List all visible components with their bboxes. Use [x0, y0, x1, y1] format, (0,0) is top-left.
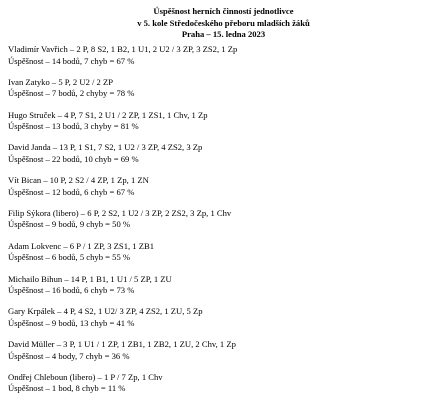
player-success: Úspěšnost – 13 bodů, 3 chyby = 81 %: [8, 121, 139, 132]
player-entry: [8, 77, 438, 100]
player-entry: [8, 372, 438, 395]
document-place-date: Praha – 15. ledna 2023: [181, 29, 266, 39]
player-entry: [8, 241, 438, 264]
player-entry: [8, 110, 438, 133]
player-stats: Adam Lokvenc – 6 P / 1 ZP, 3 ZS1, 1 ZB1: [8, 240, 155, 251]
player-entry: [8, 175, 438, 198]
player-stats: Ivan Zatyko – 5 P, 2 U2 / 2 ZP: [8, 76, 114, 87]
player-success: Úspěšnost – 4 body, 7 chyb = 36 %: [8, 350, 130, 361]
player-entry: [8, 339, 438, 362]
player-success: Úspěšnost – 9 bodů, 13 chyb = 41 %: [8, 317, 135, 328]
document-subtitle: v 5. kole Středočeského přeboru mladších žáků: [137, 17, 310, 28]
player-success: Úspěšnost – 16 bodů, 6 chyb = 73 %: [8, 285, 135, 296]
player-stats: Ondřej Chleboun (libero) – 1 P / 7 Zp, 1 Chv: [8, 371, 163, 382]
document-header: [0, 6, 447, 41]
player-success: Úspěšnost – 1 bod, 8 chyb = 11 %: [8, 383, 126, 394]
player-success: Úspěšnost – 22 bodů, 10 chyb = 69 %: [8, 153, 139, 164]
player-stats: Gary Krpálek – 4 P, 4 S2, 1 U2/ 3 ZP, 4 ZS2, 1 ZU, 5 Zp: [8, 306, 203, 317]
player-stats: David Janda – 13 P, 1 S1, 7 S2, 1 U2 / 3 ZP, 4 ZS2, 3 Zp: [8, 142, 203, 153]
player-stats: David Müller – 3 P, 1 U1 / 1 ZP, 1 ZB1, 1 ZB2, 1 ZU, 2 Chv, 1 Zp: [8, 339, 236, 350]
player-entry: [8, 274, 438, 297]
player-stats: Michailo Bihun – 14 P, 1 B1, 1 U1 / 5 ZP, 1 ZU: [8, 273, 172, 284]
player-entry: [8, 306, 438, 329]
player-success: Úspěšnost – 6 bodů, 5 chyb = 55 %: [8, 252, 131, 263]
player-stats: Hugo Struček – 4 P, 7 S1, 2 U1 / 2 ZP, 1 ZS1, 1 Chv, 1 Zp: [8, 109, 208, 120]
player-entry: [8, 208, 438, 231]
player-entry: [8, 142, 438, 165]
player-success: Úspěšnost – 14 bodů, 7 chyb = 67 %: [8, 55, 135, 66]
player-stats: Vít Bican – 10 P, 2 S2 / 4 ZP, 1 Zp, 1 ZN: [8, 175, 149, 186]
player-success: Úspěšnost – 7 bodů, 2 chyby = 78 %: [8, 88, 135, 99]
player-stats: Filip Sýkora (libero) – 6 P, 2 S2, 1 U2 / 3 ZP, 2 ZS2, 3 Zp, 1 Chv: [8, 207, 232, 218]
player-success: Úspěšnost – 9 bodů, 9 chyb = 50 %: [8, 219, 131, 230]
player-success: Úspěšnost – 12 bodů, 6 chyb = 67 %: [8, 186, 135, 197]
document-title: Úspěšnost herních činností jednotlivce: [153, 6, 294, 16]
player-list: [8, 44, 438, 405]
player-entry: [8, 44, 438, 67]
player-stats: Vladimír Vavřich – 2 P, 8 S2, 1 B2, 1 U1, 2 U2 / 3 ZP, 3 ZS2, 1 Zp: [8, 44, 238, 54]
